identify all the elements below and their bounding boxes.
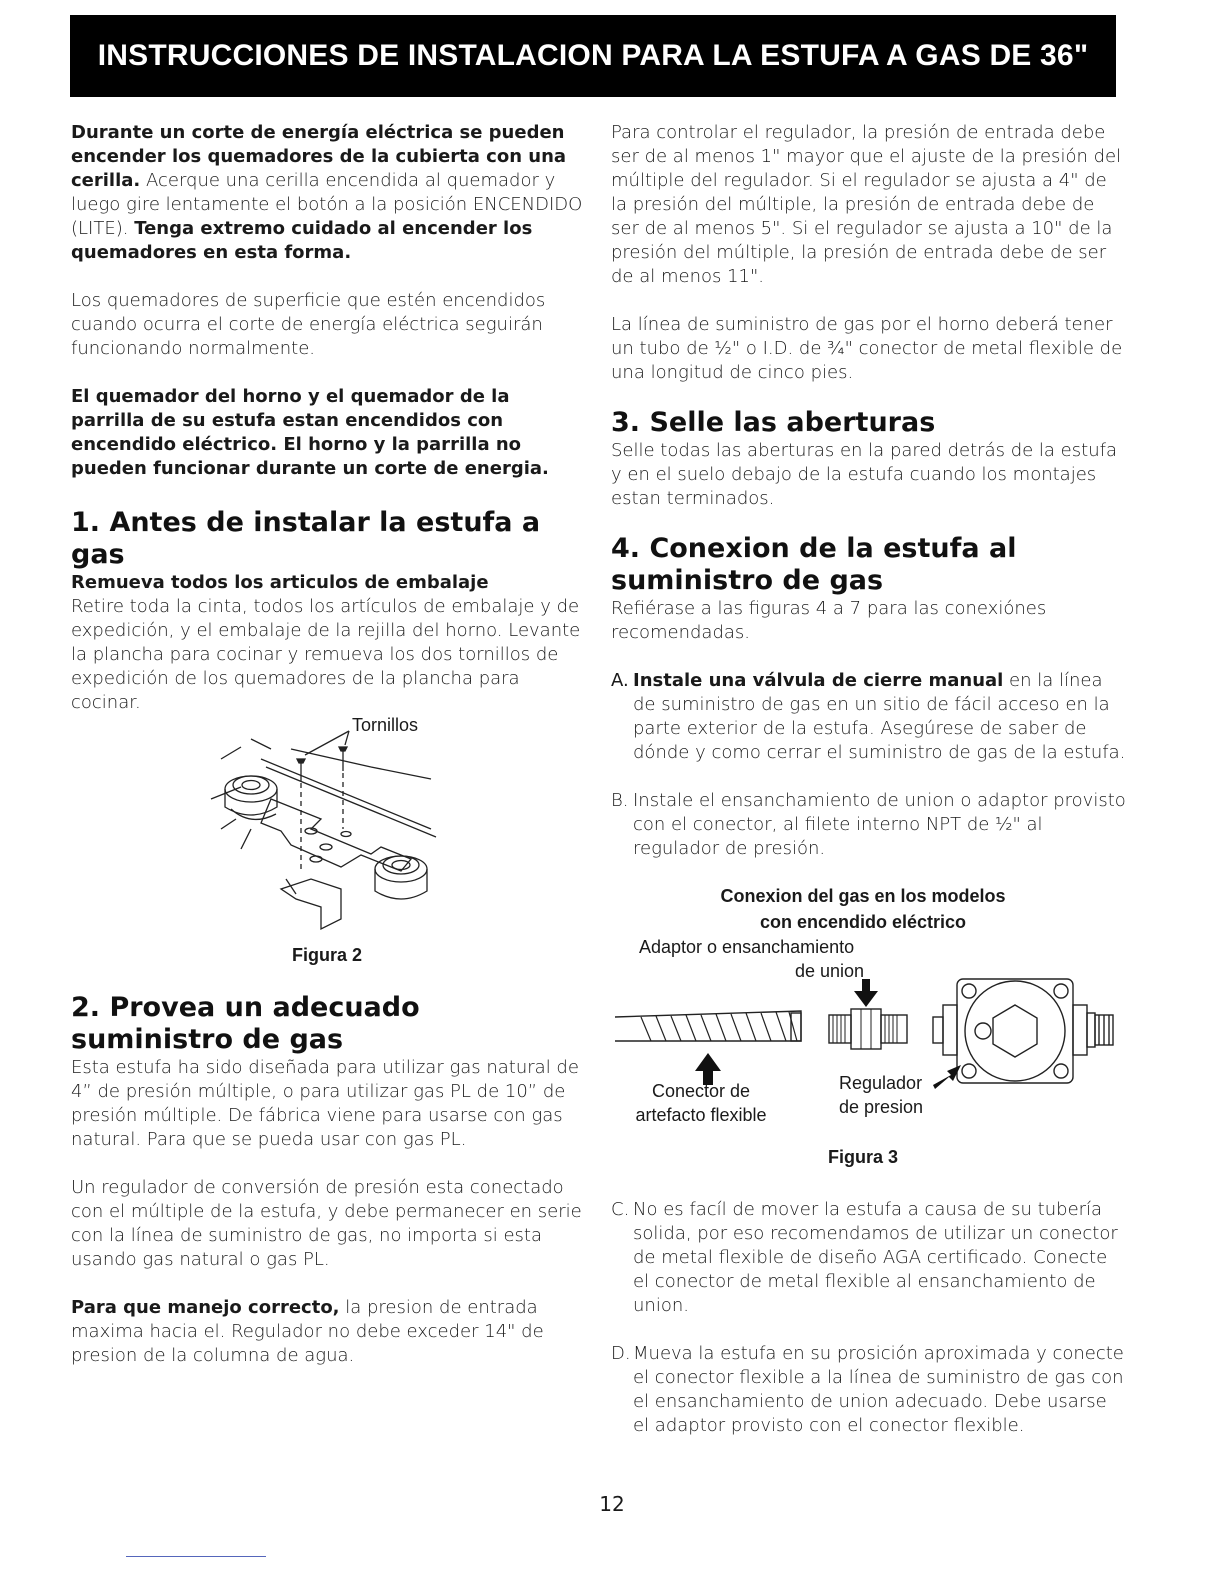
connector-label: Conector de artefacto flexible [635, 1081, 767, 1125]
figure-3-caption: Figura 3 [827, 1147, 898, 1167]
screws-label: Tornillos [352, 715, 419, 735]
step-c: C. No es facíl de mover la estufa a causa de su tubería solida, por eso recomendamos de utilizar un conector de metal flexible de diseño AGA certificado. Conecte el conector de metal flexible al ensanchamiento de union. [611, 1199, 1118, 1316]
section-1-subheading: Remueva todos los articulos de embalaje [71, 572, 489, 593]
section-3-text: Selle todas las aberturas en la pared detrás de la estufa y en el suelo debajo de la estufa cuando los montajes estan terminados. [611, 440, 1117, 509]
regulator-label: Regulador de presion [839, 1073, 924, 1117]
figure-2-caption: Figura 2 [291, 945, 362, 965]
figure-3-title: Conexion del gas en los modelos con encendido eléctrico [720, 886, 1006, 932]
section-2-paragraph-1: Esta estufa ha sido diseñada para utilizar gas natural de 4” de presión múltiple, o para utilizar gas PL de 10” de presión múltiple. De fábrica viene para usarse con gas natural. Para que se pueda usar con gas PL. [71, 1057, 579, 1150]
adaptor-label: Adaptor o ensanchamiento de union [639, 937, 865, 981]
section-2-paragraph-2: Un regulador de conversión de presión esta conectado con el múltiple de la estufa, y debe permanecer en serie con la línea de suministro de gas, no importa si esta usando gas natural o gas PL. [71, 1177, 582, 1270]
supply-line-paragraph: La línea de suministro de gas por el horno deberá tener un tubo de ½" o I.D. de ¾" conector de metal flexible de una longitud de cinco pies. [611, 314, 1123, 383]
step-d: D. Mueva la estufa en su prosición aproximada y conecte el conector flexible a la línea de suministro de gas con el ensanchamiento de union adecuado. Debe usarse el adaptor provisto con el conector flexible. [611, 1343, 1124, 1436]
surface-burners-paragraph: Los quemadores de superficie que estén encendidos cuando ocurra el corte de energía eléctrica seguirán funcionando normalmente. [71, 290, 546, 359]
footer-rule [126, 1556, 266, 1557]
step-b: B. Instale el ensanchamiento de union o adaptor provisto con el conector, al filete interno NPT de ½" al regulador de presión. [611, 790, 1126, 859]
section-4-text: Refiérase a las figuras 4 a 7 para las conexiónes recomendadas. [611, 598, 1047, 643]
page-title: INSTRUCCIONES DE INSTALACION PARA LA ESTUFA A GAS DE 36" [97, 39, 1089, 72]
regulator-pressure-paragraph: Para controlar el regulador, la presión de entrada debe ser de al menos 1" mayor que el ajuste de la presión del múltiple del regulador. Si el regulador se ajusta a 4" de la presión del múltiple, la presión de entrada debe de ser de al menos 5". Si el regulador se ajusta a 10" de la presión del múltiple, la presión de entrada debe de ser de al menos 11". [611, 122, 1122, 287]
step-a: A. Instale una válvula de cierre manual en la línea de suministro de gas en un sitio de fácil acceso en la parte exterior de la estufa. Asegúrese de saber de dónde y como cerrar el suministro de gas de la estufa. [611, 670, 1126, 763]
section-3-heading: 3. Selle las aberturas [611, 407, 936, 438]
right-column [611, 121, 1127, 1438]
page-header [70, 15, 1116, 97]
section-4-heading: 4. Conexion de la estufa al suministro de gas [611, 533, 1017, 596]
figure-3 [611, 935, 1117, 1141]
power-outage-paragraph: Durante un corte de energía eléctrica se pueden encender los quemadores de la cubierta con una cerilla. Acerque una cerilla encendida al quemador y luego gire lentamente el botón a la posición ENCENDIDO (LITE). Tenga extremo cuidado al encender los quemadores en esta forma. [71, 122, 583, 263]
screws-burner-diagram [71, 719, 583, 941]
section-1-heading: 1. Antes de instalar la estufa a gas [71, 507, 541, 570]
page-number: 12 [599, 1492, 625, 1516]
figure-2 [71, 715, 583, 941]
oven-ignition-paragraph: El quemador del horno y el quemador de la parrilla de su estufa estan encendidos con encendido eléctrico. El horno y la parrilla no pueden funcionar durante un corte de energia. [71, 386, 549, 479]
section-2-heading: 2. Provea un adecuado suministro de gas [71, 992, 420, 1055]
left-column [71, 121, 583, 1368]
section-2-paragraph-3: Para que manejo correcto, la presion de entrada maxima hacia el. Regulador no debe exceder 14" de presion de la columna de agua. [71, 1297, 544, 1366]
section-1-text: Retire toda la cinta, todos los artículos de embalaje y de expedición, y el embalaje de la rejilla del horno. Levante la plancha para cocinar y remueva los dos tornillos de expedición de los quemadores de la plancha para cocinar. [71, 596, 581, 713]
